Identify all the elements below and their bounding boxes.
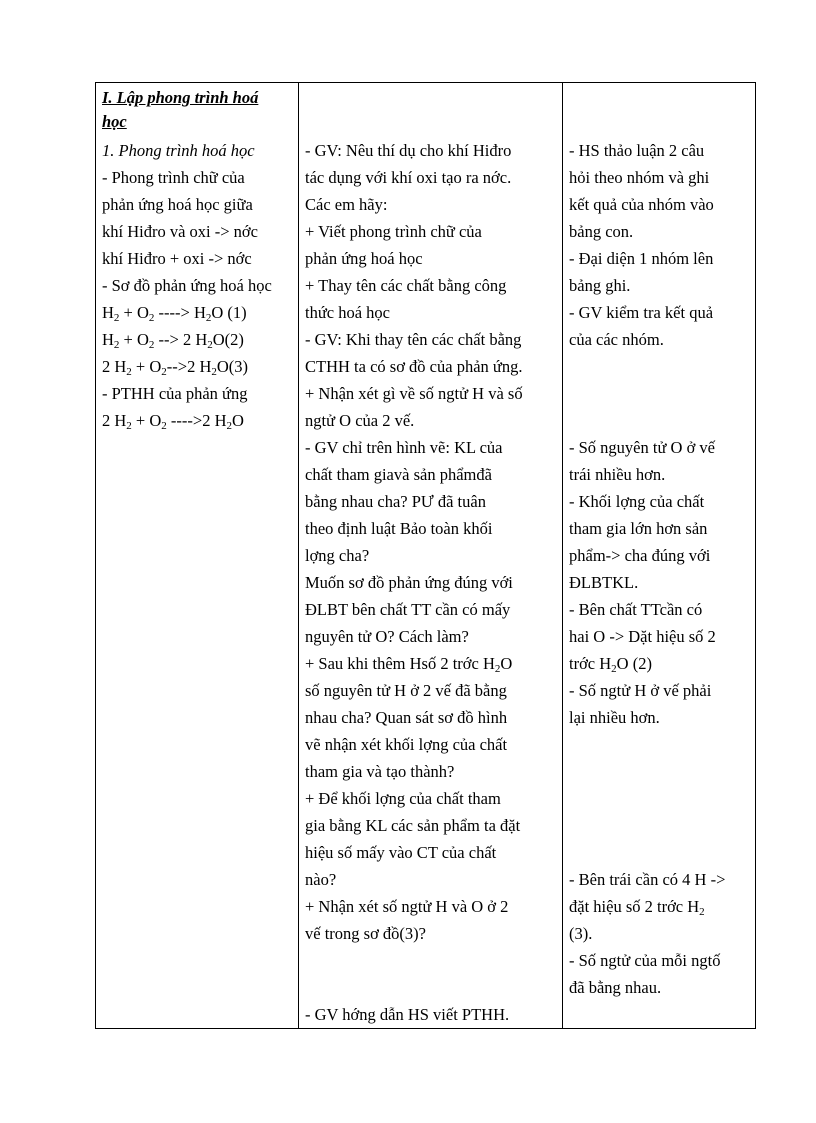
col2-line: ĐLBT bên chất TT cần có mấy bbox=[305, 600, 511, 619]
col2-line: nào? bbox=[305, 870, 337, 889]
col2-line: nguyên tử O? Cách làm? bbox=[305, 627, 469, 646]
col3-line: (3). bbox=[569, 924, 593, 943]
col2-line: theo định luật Bảo toàn khối bbox=[305, 519, 493, 538]
col3-line: trớc $H_2O$ (2) bbox=[569, 654, 652, 675]
col2-line: ngtử O của 2 vế. bbox=[305, 411, 415, 430]
col2-line: - GV: Nêu thí dụ cho khí Hiđro bbox=[305, 141, 512, 160]
col1-line: 2 $H_2 + O_2-->2$ $H_2O(3)$ bbox=[102, 357, 249, 378]
col3-line: - Khối lợng của chất bbox=[569, 492, 705, 511]
col3-line: bảng con. bbox=[569, 222, 634, 241]
col2-line: phản ứng hoá học bbox=[305, 249, 423, 268]
col2-line: vế trong sơ đồ(3)? bbox=[305, 924, 426, 943]
col2-line: - GV: Khi thay tên các chất bằng bbox=[305, 330, 522, 349]
column-divider bbox=[298, 83, 299, 1028]
col2-line: bằng nhau cha? PƯ đã tuân bbox=[305, 492, 486, 511]
col2-line: lợng cha? bbox=[305, 546, 370, 565]
col3-line: bảng ghi. bbox=[569, 276, 631, 295]
col3-line: - Bên trái cần có 4 H -> bbox=[569, 870, 726, 889]
column-divider bbox=[562, 83, 563, 1028]
col2-line: hiệu số mấy vào CT của chất bbox=[305, 843, 497, 862]
col2-line: + Nhận xét gì về số ngtử H và số bbox=[305, 384, 523, 403]
col1-line: khí Hiđro và oxi -> nớc bbox=[102, 222, 258, 241]
col1-line: - Phong trình chữ của bbox=[102, 168, 245, 187]
col3-line: ĐLBTKL. bbox=[569, 573, 639, 592]
col2-line: gia bằng KL các sản phẩm ta đặt bbox=[305, 816, 521, 835]
col3-line: trái nhiều hơn. bbox=[569, 465, 666, 484]
col2-line: Các em hãy: bbox=[305, 195, 388, 214]
col3-line: - HS thảo luận 2 câu bbox=[569, 141, 705, 160]
col2-line: - GV chỉ trên hình vẽ: KL của bbox=[305, 438, 503, 457]
col1-line: I. Lập phong trình hoá bbox=[102, 88, 259, 107]
col2-line: - GV hớng dẫn HS viết PTHH. bbox=[305, 1005, 510, 1024]
col2-line: tác dụng với khí oxi tạo ra nớc. bbox=[305, 168, 512, 187]
col3-line: - GV kiểm tra kết quả bbox=[569, 303, 714, 322]
col2-line: thức hoá học bbox=[305, 303, 390, 322]
col1-line: học bbox=[102, 112, 127, 131]
col2-line: số nguyên tử H ở 2 vế đã bằng bbox=[305, 681, 507, 700]
col2-line: nhau cha? Quan sát sơ đồ hình bbox=[305, 708, 508, 727]
col2-line: vẽ nhận xét khối lợng của chất bbox=[305, 735, 508, 754]
col1-line: - PTHH của phản ứng bbox=[102, 384, 248, 403]
col2-line: chất tham giavà sản phẩmđã bbox=[305, 465, 492, 484]
col1-line: phản ứng hoá học giữa bbox=[102, 195, 253, 214]
col3-line: phẩm-> cha đúng với bbox=[569, 546, 711, 565]
col3-line: lại nhiều hơn. bbox=[569, 708, 660, 727]
col2-line: + Nhận xét số ngtử H và O ở 2 bbox=[305, 897, 509, 916]
col3-line: - Đại diện 1 nhóm lên bbox=[569, 249, 714, 268]
col2-line: CTHH ta có sơ đồ của phản ứng. bbox=[305, 357, 523, 376]
col3-line: tham gia lớn hơn sản bbox=[569, 519, 708, 538]
col1-line: khí Hiđro + oxi -> nớc bbox=[102, 249, 252, 268]
col1-line: 1. Phong trình hoá học bbox=[102, 141, 255, 160]
col2-line: + Viết phong trình chữ của bbox=[305, 222, 482, 241]
col1-line: - Sơ đồ phản ứng hoá học bbox=[102, 276, 272, 295]
col1-line: $H_2 + O_2$ --> 2 $H_2O(2)$ bbox=[102, 330, 244, 351]
col2-line: + Để khối lợng của chất tham bbox=[305, 789, 501, 808]
col2-line: + Sau khi thêm Hsố 2 trớc $H_2O$ bbox=[305, 654, 513, 675]
col2-line: tham gia và tạo thành? bbox=[305, 762, 455, 781]
col2-line: Muốn sơ đồ phản ứng đúng với bbox=[305, 573, 513, 592]
col3-line: đã bằng nhau. bbox=[569, 978, 662, 997]
col2-line: + Thay tên các chất bằng công bbox=[305, 276, 507, 295]
col3-line: - Số ngtử của mỗi ngtố bbox=[569, 951, 721, 970]
col1-line: 2 $H_2 + O_2$ ---->2 $H_2O$ bbox=[102, 411, 244, 432]
col1-line: $H_2 + O_2$ ----> $H_2O$ (1) bbox=[102, 303, 247, 324]
col3-line: kết quả của nhóm vào bbox=[569, 195, 714, 214]
col3-line: hỏi theo nhóm và ghi bbox=[569, 168, 710, 187]
col3-line: hai O -> Dặt hiệu số 2 bbox=[569, 627, 716, 646]
col3-line: - Bên chất TTcần có bbox=[569, 600, 703, 619]
col3-line: của các nhóm. bbox=[569, 330, 664, 349]
lesson-table bbox=[95, 82, 756, 1029]
col3-line: - Số ngtử H ở vế phải bbox=[569, 681, 712, 700]
col3-line: - Số nguyên tử O ở vế bbox=[569, 438, 715, 457]
col3-line: đặt hiệu số 2 trớc $H_2$ bbox=[569, 897, 705, 918]
